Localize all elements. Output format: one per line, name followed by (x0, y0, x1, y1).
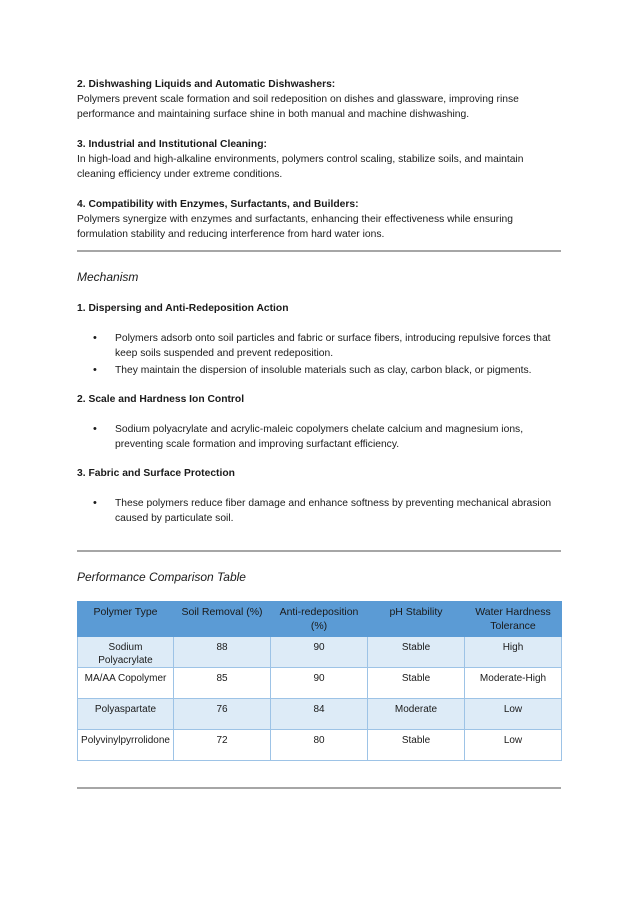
column-header: Soil Removal (%) (174, 602, 271, 637)
horizontal-rule (77, 787, 561, 789)
table-cell: Moderate-High (465, 668, 562, 699)
table-cell: Sodium Polyacrylate (78, 637, 174, 668)
horizontal-rule (77, 250, 561, 252)
mechanism-subheading: 3. Fabric and Surface Protection (77, 468, 235, 479)
horizontal-rule (77, 550, 561, 552)
performance-table (77, 601, 562, 761)
table-cell: Stable (368, 637, 465, 668)
table-cell: Moderate (368, 699, 465, 730)
section-text: In high-load and high-alkaline environments, polymers control scaling, stabilize soils, and maintain cleaning efficiency under extreme conditions. (77, 154, 524, 180)
mechanism-subheading: 1. Dispersing and Anti-Redeposition Action (77, 303, 289, 314)
bullet-list (77, 331, 561, 378)
section-text: Polymers synergize with enzymes and surfactants, enhancing their effectiveness while ensuring formulation stability and reducing interference from hard water ions. (77, 214, 513, 240)
table-row (78, 668, 562, 699)
bullet-list (77, 422, 561, 452)
table-heading: Performance Comparison Table (77, 570, 246, 584)
section-compatibility (77, 197, 561, 242)
column-header: Polymer Type (78, 602, 174, 637)
table-cell: 90 (271, 668, 368, 699)
table-cell: Low (465, 730, 562, 761)
table-cell: 85 (174, 668, 271, 699)
column-header: Water Hardness Tolerance (465, 602, 562, 637)
section-title: 4. Compatibility with Enzymes, Surfactants, and Builders: (77, 199, 359, 210)
table-cell: High (465, 637, 562, 668)
table-cell: 84 (271, 699, 368, 730)
mechanism-subheading: 2. Scale and Hardness Ion Control (77, 394, 245, 405)
section-title: 2. Dishwashing Liquids and Automatic Dishwashers: (77, 79, 336, 90)
table-cell: 72 (174, 730, 271, 761)
table-cell: Low (465, 699, 562, 730)
table-cell: MA/AA Copolymer (78, 668, 174, 699)
list-item: • These polymers reduce fiber damage and enhance softness by preventing mechanical abrasion caused by particulate soil. (115, 496, 561, 526)
section-industrial (77, 137, 561, 182)
table-row (78, 637, 562, 668)
table-row (78, 699, 562, 730)
section-title: 3. Industrial and Institutional Cleaning: (77, 139, 267, 150)
table-cell: 90 (271, 637, 368, 668)
table-cell: Polyaspartate (78, 699, 174, 730)
table-cell: 80 (271, 730, 368, 761)
table-cell: 76 (174, 699, 271, 730)
table-header-row (78, 602, 562, 637)
list-item: • Polymers adsorb onto soil particles and fabric or surface fibers, introducing repulsive forces that keep soils suspended and prevent redeposition. (115, 331, 561, 361)
table-row (78, 730, 562, 761)
page-content (77, 77, 561, 789)
section-dishwashing (77, 77, 561, 122)
bullet-list (77, 496, 561, 526)
column-header: pH Stability (368, 602, 465, 637)
mechanism-heading: Mechanism (77, 270, 139, 284)
list-item: • They maintain the dispersion of insoluble materials such as clay, carbon black, or pigments. (115, 363, 561, 378)
list-item: • Sodium polyacrylate and acrylic-maleic copolymers chelate calcium and magnesium ions, preventing scale formation and improving surfactant efficiency. (115, 422, 561, 452)
table-cell: Stable (368, 730, 465, 761)
table-cell: 88 (174, 637, 271, 668)
column-header: Anti-redeposition (%) (271, 602, 368, 637)
table-cell: Polyvinylpyrrolidone (78, 730, 174, 761)
table-cell: Stable (368, 668, 465, 699)
section-text: Polymers prevent scale formation and soil redeposition on dishes and glassware, improving rinse performance and maintaining surface shine in both manual and machine dishwashing. (77, 94, 519, 120)
